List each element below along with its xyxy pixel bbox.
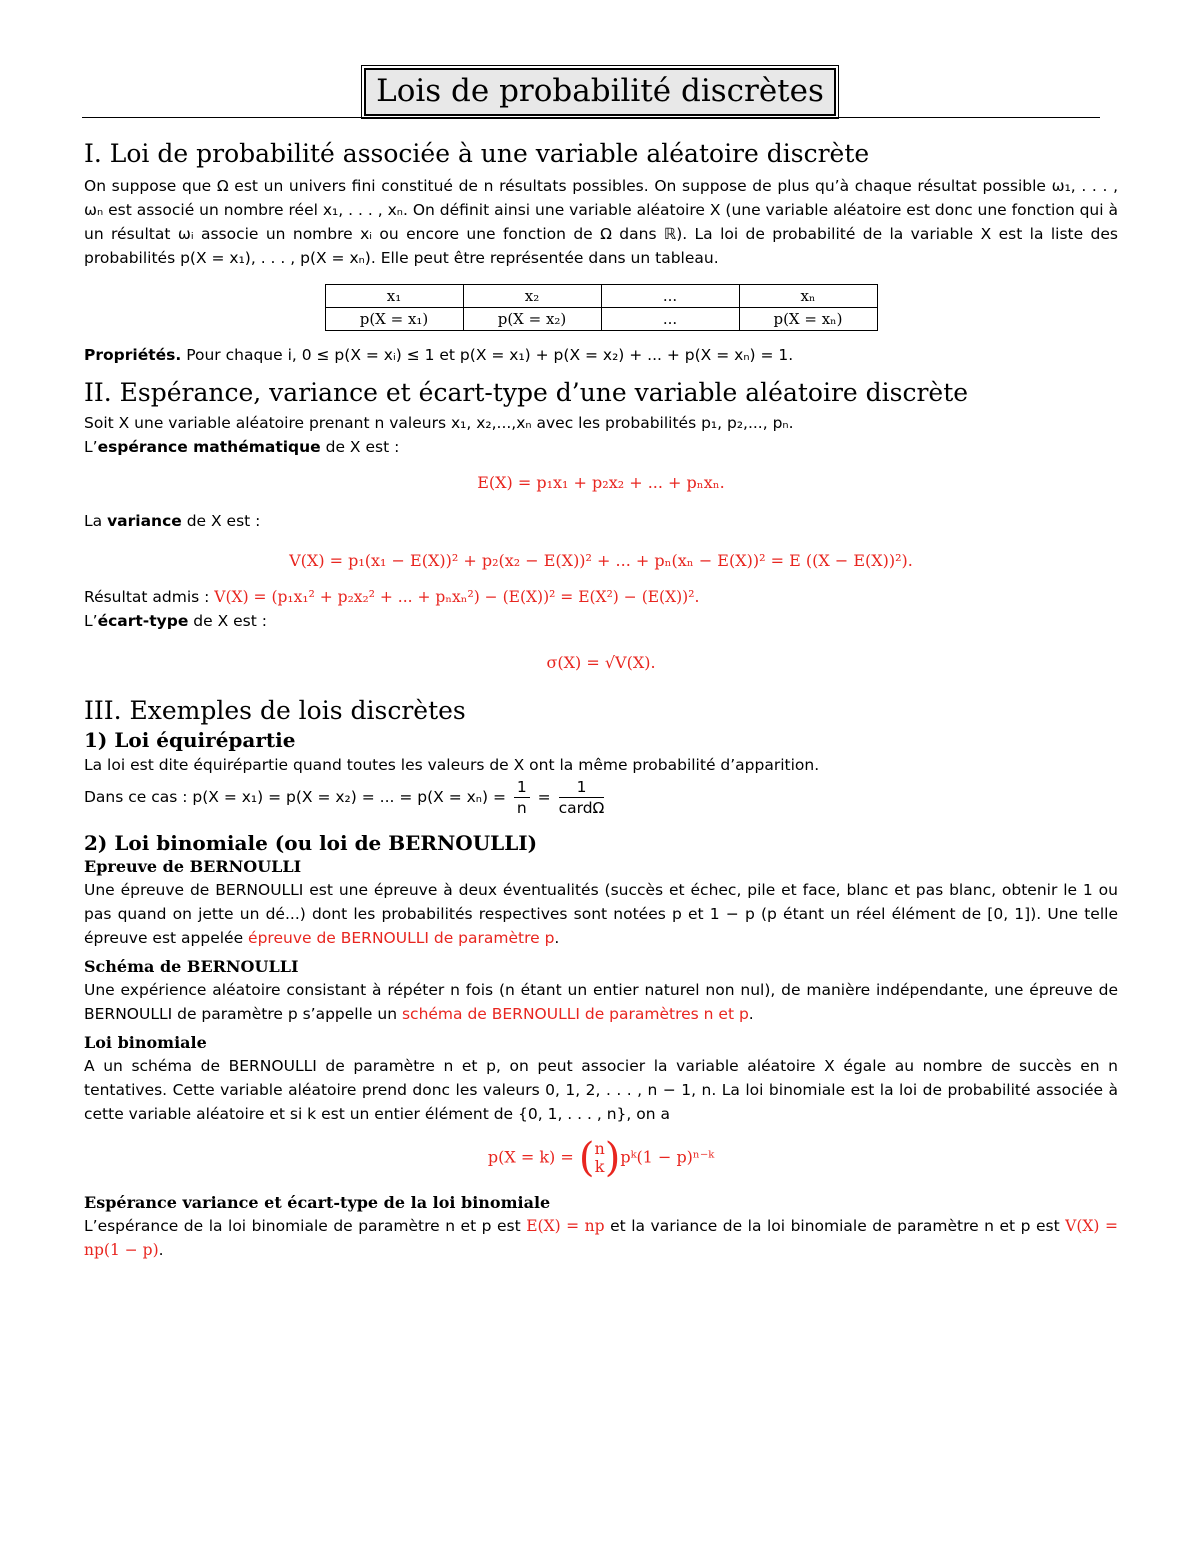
table-cell: ... xyxy=(601,308,739,331)
bernoulli-scheme-body: Une expérience aléatoire consistant à répéter n fois (n étant un entier naturel non nul), de manière indépendante, une épreuve de BERNOULLI de paramètre p s’appelle un xyxy=(84,981,1118,1023)
bernoulli-trial-text xyxy=(84,878,1118,950)
expectation-intro xyxy=(84,435,1118,459)
fraction-2-numerator: 1 xyxy=(559,777,605,798)
section-3-heading: III. Exemples de lois discrètes xyxy=(84,696,466,725)
binomial-stats-middle: et la variance de la loi binomiale de paramètre n et p est xyxy=(604,1217,1066,1235)
section-2-intro: Soit X une variable aléatoire prenant n valeurs x₁, x₂,...,xₙ avec les probabilités p₁, p₂,..., pₙ. xyxy=(84,414,794,432)
table-row xyxy=(325,308,877,331)
bernoulli-scheme-end: . xyxy=(748,1005,754,1023)
bernoulli-trial-end: . xyxy=(554,929,560,947)
variance-label: variance xyxy=(107,512,182,530)
admitted-prefix: Résultat admis : xyxy=(84,588,215,606)
expectation-prefix: L’ xyxy=(84,438,98,456)
bernoulli-scheme-highlight: schéma de BERNOULLI de paramètres n et p xyxy=(401,1005,749,1023)
fraction-1 xyxy=(514,777,530,818)
section-1-paragraph: On suppose que Ω est un univers fini constitué de n résultats possibles. On suppose de plus qu’à chaque résultat possible ω₁, . . . , ωₙ est associé un nombre réel x₁, . . . , xₙ. On définit ainsi une variable aléatoire X (une variable aléatoire est donc une fonction qui à un résultat ωᵢ associe un nombre xᵢ ou encore une fonction de Ω dans ℝ). La loi de probabilité de la variable X est la liste des probabilités p(X = x₁), . . . , p(X = xₙ). Elle peut être représentée dans un tableau. xyxy=(84,177,1118,267)
binomial-formula xyxy=(84,1135,1118,1181)
subsection-1-heading: 1) Loi équirépartie xyxy=(84,728,296,752)
table-cell: x₂ xyxy=(463,285,601,308)
binomial-text: A un schéma de BERNOULLI de paramètre n et p, on peut associer la variable aléatoire X égale au nombre de succès en n tentatives. Cette variable aléatoire prend donc les valeurs 0, 1, 2, . . . , n − 1, n. La loi binomiale est la loi de probabilité associée à cette variable aléatoire et si k est un entier élément de {0, 1, . . . , n}, on a xyxy=(84,1057,1118,1123)
bernoulli-trial-body: Une épreuve de BERNOULLI est une épreuve à deux éventualités (succès et échec, pile et face, blanc et pas blanc, obtenir le 1 ou pas quand on jette un dé...) dont les probabilités respectives sont notées p et 1 − p (p étant un réel élément de [0, 1]). Une telle épreuve est appelée xyxy=(84,881,1118,947)
properties-line xyxy=(84,343,1118,367)
uniform-prefix: Dans ce cas : p(X = x₁) = p(X = x₂) = ... = p(X = xₙ) = xyxy=(84,788,511,806)
table-cell: p(X = x₂) xyxy=(463,308,601,331)
binomial-formula-suffix: pᵏ(1 − p)ⁿ⁻ᵏ xyxy=(620,1147,715,1167)
table-cell: xₙ xyxy=(739,285,877,308)
table-row xyxy=(325,285,877,308)
binomial-stats-heading: Espérance variance et écart-type de la loi binomiale xyxy=(84,1193,551,1212)
properties-text: Pour chaque i, 0 ≤ p(X = xᵢ) ≤ 1 et p(X = x₁) + p(X = x₂) + ... + p(X = xₙ) = 1. xyxy=(181,346,794,364)
binomial-stats-end: . xyxy=(158,1241,164,1259)
table-cell: ... xyxy=(601,285,739,308)
binom-top: n xyxy=(594,1139,605,1158)
section-1-heading: I. Loi de probabilité associée à une variable aléatoire discrète xyxy=(84,139,870,168)
subsection-2-heading: 2) Loi binomiale (ou loi de BERNOULLI) xyxy=(84,831,538,855)
equals-sign: = xyxy=(532,788,556,806)
fraction-1-numerator: 1 xyxy=(514,777,530,798)
section-2-heading: II. Espérance, variance et écart-type d’une variable aléatoire discrète xyxy=(84,378,969,407)
binom-right-paren: ) xyxy=(604,1135,621,1181)
binomial-coefficient xyxy=(594,1140,604,1176)
variance-intro xyxy=(84,509,1118,533)
title-rule xyxy=(82,117,1100,118)
bernoulli-scheme-heading: Schéma de BERNOULLI xyxy=(84,957,299,976)
std-intro xyxy=(84,609,1118,633)
fraction-2-denominator: cardΩ xyxy=(558,799,605,817)
std-label: écart-type xyxy=(97,612,189,630)
bernoulli-trial-highlight: épreuve de BERNOULLI de paramètre p xyxy=(248,929,555,947)
binomial-expectation: E(X) = np xyxy=(526,1217,605,1235)
variance-formula: V(X) = p₁(x₁ − E(X))² + p₂(x₂ − E(X))² + ... + pₙ(xₙ − E(X))² = E ((X − E(X))²). xyxy=(289,551,913,570)
table-cell: x₁ xyxy=(325,285,463,308)
fraction-1-denominator: n xyxy=(516,799,527,817)
expectation-label: espérance mathématique xyxy=(97,438,321,456)
probability-table xyxy=(325,284,878,331)
std-suffix: de X est : xyxy=(188,612,267,630)
variance-prefix: La xyxy=(84,512,108,530)
uniform-line-2 xyxy=(84,777,1118,818)
binomial-formula-prefix: p(X = k) = xyxy=(487,1147,579,1167)
table-cell: p(X = x₁) xyxy=(325,308,463,331)
binomial-heading: Loi binomiale xyxy=(84,1033,207,1052)
variance-suffix: de X est : xyxy=(181,512,261,530)
admitted-formula: V(X) = (p₁x₁² + p₂x₂² + ... + pₙxₙ²) − (E(X))² = E(X²) − (E(X))². xyxy=(214,588,700,606)
table-cell: p(X = xₙ) xyxy=(739,308,877,331)
bernoulli-scheme-text xyxy=(84,978,1118,1026)
std-formula: σ(X) = √V(X). xyxy=(546,653,656,672)
fraction-2 xyxy=(559,777,605,818)
binomial-variance: V(X) = np(1 − p) xyxy=(84,1217,1118,1259)
content xyxy=(84,138,1118,1262)
title-block xyxy=(0,68,1200,116)
binom-bottom: k xyxy=(594,1157,605,1176)
binomial-stats-prefix: L’espérance de la loi binomiale de paramètre n et p est xyxy=(84,1217,527,1235)
uniform-line-1: La loi est dite équirépartie quand toutes les valeurs de X ont la même probabilité d’apparition. xyxy=(84,756,820,774)
std-prefix: L’ xyxy=(84,612,98,630)
document-title: Lois de probabilité discrètes xyxy=(364,68,836,116)
admitted-result xyxy=(84,585,1118,609)
expectation-suffix: de X est : xyxy=(320,438,400,456)
binomial-stats-text xyxy=(84,1214,1118,1262)
bernoulli-trial-heading: Epreuve de BERNOULLI xyxy=(84,857,302,876)
probability-table-wrap xyxy=(84,284,1118,331)
properties-label: Propriétés. xyxy=(84,346,182,364)
binom-left-paren: ( xyxy=(578,1135,595,1181)
expectation-formula: E(X) = p₁x₁ + p₂x₂ + ... + pₙxₙ. xyxy=(477,473,725,492)
